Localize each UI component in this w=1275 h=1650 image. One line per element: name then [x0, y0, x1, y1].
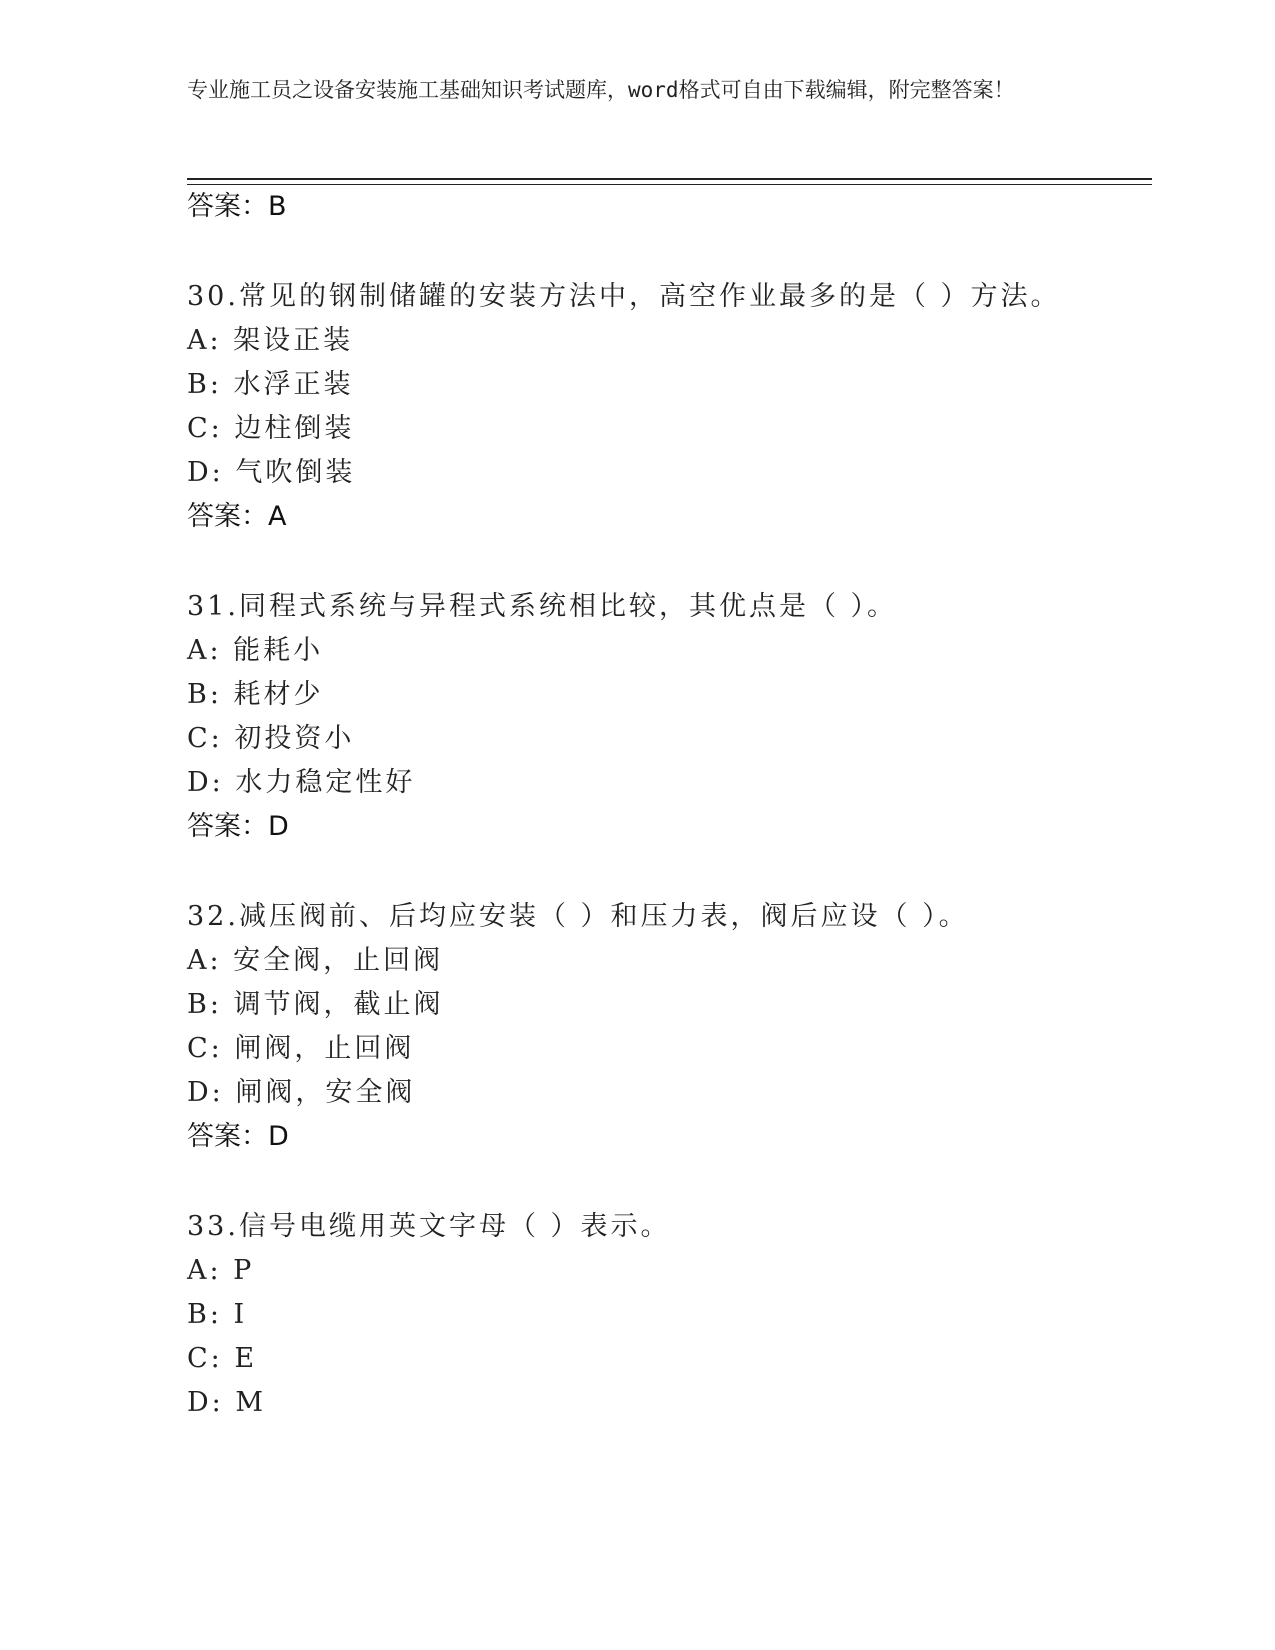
question-32-option-c: C: 闸阀，止回阀 [187, 1033, 415, 1064]
question-31-option-c: C: 初投资小 [187, 723, 355, 754]
question-33-option-b: B: I [187, 1299, 248, 1330]
header-rule-thick [187, 178, 1152, 180]
question-30-answer: 答案：A [187, 501, 287, 532]
question-33-title: 33.信号电缆用英文字母（ ）表示。 [187, 1211, 671, 1242]
question-31-title: 31.同程式系统与异程式系统相比较，其优点是（ ）。 [187, 591, 898, 622]
question-31-option-b: B: 耗材少 [187, 679, 324, 710]
question-30-title: 30.常见的钢制储罐的安装方法中，高空作业最多的是（ ）方法。 [187, 281, 1061, 312]
header-rule-thin [187, 184, 1152, 185]
question-31-answer: 答案：D [187, 811, 289, 842]
question-31-option-d: D: 水力稳定性好 [187, 767, 416, 798]
question-33-option-a: A: P [187, 1255, 255, 1286]
question-32-option-b: B: 调节阀，截止阀 [187, 989, 444, 1020]
question-32-title: 32.减压阀前、后均应安装（ ）和压力表，阀后应设（ ）。 [187, 901, 969, 932]
question-31-option-a: A: 能耗小 [187, 635, 324, 666]
question-30-option-a: A: 架设正装 [187, 325, 354, 356]
question-32-option-d: D: 闸阀，安全阀 [187, 1077, 416, 1108]
question-30-option-c: C: 边柱倒装 [187, 413, 355, 444]
question-33-option-c: C: E [187, 1343, 258, 1374]
question-32-answer: 答案：D [187, 1121, 289, 1152]
question-30-option-b: B: 水浮正装 [187, 369, 354, 400]
question-30-option-d: D: 气吹倒装 [187, 457, 356, 488]
question-32-option-a: A: 安全阀，止回阀 [187, 945, 444, 976]
question-33-option-d: D: M [187, 1387, 266, 1418]
document-header: 专业施工员之设备安装施工基础知识考试题库，word格式可自由下载编辑，附完整答案！ [187, 78, 1015, 102]
answer-29: 答案：B [187, 191, 287, 222]
